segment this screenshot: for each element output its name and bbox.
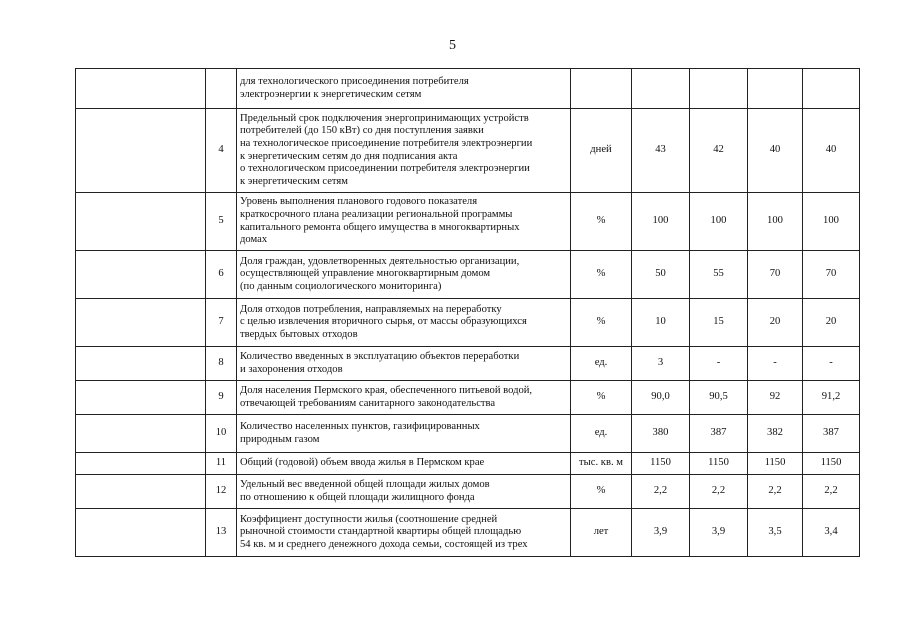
unit-cell: %	[571, 299, 632, 347]
value-cell: 3,5	[748, 509, 803, 557]
indicator-name-line: отвечающей требованиям санитарного законодательства	[240, 397, 496, 409]
table-row	[76, 381, 860, 415]
unit-cell: ед.	[571, 347, 632, 381]
value-cell: 43	[632, 109, 690, 193]
table-row	[76, 299, 860, 347]
row-number-cell: 9	[206, 381, 237, 415]
indicator-name-line: по отношению к общей площади жилищного фонда	[240, 491, 475, 503]
value-cell: 90,0	[632, 381, 690, 415]
value-cell: 3,9	[632, 509, 690, 557]
indicator-name-line: Предельный срок подключения энергопринимающих устройств	[240, 112, 529, 124]
row-number-cell: 12	[206, 475, 237, 509]
row-number-cell: 5	[206, 193, 237, 251]
table-row	[76, 509, 860, 557]
blank-cell	[76, 347, 206, 381]
indicator-name-line: Доля населения Пермского края, обеспеченного питьевой водой,	[240, 384, 533, 396]
value-cell: 2,2	[803, 475, 860, 509]
value-cell: 40	[748, 109, 803, 193]
indicator-name-cell	[237, 475, 571, 509]
table-row	[76, 475, 860, 509]
value-cell: 1150	[748, 453, 803, 475]
page-number: 5	[449, 38, 456, 53]
value-cell	[748, 69, 803, 109]
value-cell: -	[690, 347, 748, 381]
blank-cell	[76, 193, 206, 251]
value-cell: -	[748, 347, 803, 381]
indicator-name-line: рыночной стоимости стандартной квартиры общей площадью	[240, 526, 522, 538]
blank-cell	[76, 415, 206, 453]
row-number-cell: 11	[206, 453, 237, 475]
table-row	[76, 69, 860, 109]
value-cell: 91,2	[803, 381, 860, 415]
unit-cell: лет	[571, 509, 632, 557]
indicators-table	[75, 68, 860, 557]
indicator-name-cell	[237, 509, 571, 557]
row-number-cell: 8	[206, 347, 237, 381]
table-row	[76, 415, 860, 453]
value-cell: 387	[803, 415, 860, 453]
table-row	[76, 109, 860, 193]
table-row	[76, 251, 860, 299]
value-cell	[803, 69, 860, 109]
indicator-name-cell	[237, 347, 571, 381]
value-cell: 92	[748, 381, 803, 415]
value-cell: 100	[690, 193, 748, 251]
value-cell: 100	[803, 193, 860, 251]
value-cell: 70	[803, 251, 860, 299]
table-row	[76, 193, 860, 251]
blank-cell	[76, 475, 206, 509]
blank-cell	[76, 381, 206, 415]
row-number-cell: 13	[206, 509, 237, 557]
indicator-name-line: домах	[240, 234, 268, 246]
indicator-name-line: к энергетическим сетям	[240, 175, 348, 187]
indicator-name-line: Удельный вес введенной общей площади жилых домов	[240, 478, 490, 490]
indicator-name-cell	[237, 251, 571, 299]
table-row	[76, 453, 860, 475]
indicator-name-line: Коэффициент доступности жилья (соотношение средней	[240, 513, 498, 525]
value-cell: 15	[690, 299, 748, 347]
indicator-name-line: Доля граждан, удовлетворенных деятельностью организации,	[240, 255, 520, 267]
value-cell: 90,5	[690, 381, 748, 415]
blank-cell	[76, 299, 206, 347]
indicator-name-line: Общий (годовой) объем ввода жилья в Пермском крае	[240, 457, 485, 469]
indicator-name-cell	[237, 415, 571, 453]
indicator-name-line: 54 кв. м и среднего денежного дохода семьи, состоящей из трех	[240, 538, 528, 550]
value-cell: 50	[632, 251, 690, 299]
indicator-name-line: твердых бытовых отходов	[240, 328, 358, 340]
value-cell: 3,4	[803, 509, 860, 557]
table-body	[76, 69, 860, 557]
value-cell: 2,2	[690, 475, 748, 509]
unit-cell: %	[571, 251, 632, 299]
indicator-name-cell	[237, 453, 571, 475]
indicator-name-line: Доля отходов потребления, направляемых на переработку	[240, 303, 502, 315]
unit-cell: %	[571, 193, 632, 251]
value-cell: 380	[632, 415, 690, 453]
value-cell	[690, 69, 748, 109]
value-cell: 2,2	[632, 475, 690, 509]
value-cell: 20	[748, 299, 803, 347]
indicator-name-line: с целью извлечения вторичного сырья, от массы образующихся	[240, 316, 527, 328]
indicator-name-cell	[237, 109, 571, 193]
unit-cell: ед.	[571, 415, 632, 453]
value-cell: -	[803, 347, 860, 381]
unit-cell: дней	[571, 109, 632, 193]
indicator-name-line: для технологического присоединения потребителя	[240, 75, 469, 87]
indicator-name-cell	[237, 299, 571, 347]
value-cell: 42	[690, 109, 748, 193]
value-cell: 55	[690, 251, 748, 299]
indicator-name-cell	[237, 69, 571, 109]
unit-cell	[571, 69, 632, 109]
indicator-name-line: Количество введенных в эксплуатацию объектов переработки	[240, 350, 520, 362]
value-cell: 40	[803, 109, 860, 193]
indicator-name-line: потребителей (до 150 кВт) со дня поступления заявки	[240, 125, 484, 137]
value-cell: 3,9	[690, 509, 748, 557]
value-cell: 3	[632, 347, 690, 381]
row-number-cell: 6	[206, 251, 237, 299]
indicator-name-cell	[237, 193, 571, 251]
indicator-name-cell	[237, 381, 571, 415]
indicator-name-line: капитального ремонта общего имущества в многоквартирных	[240, 221, 520, 233]
blank-cell	[76, 453, 206, 475]
value-cell: 2,2	[748, 475, 803, 509]
unit-cell: тыс. кв. м	[571, 453, 632, 475]
value-cell: 382	[748, 415, 803, 453]
indicator-name-line: природным газом	[240, 433, 320, 445]
indicator-name-line: Количество населенных пунктов, газифицированных	[240, 420, 480, 432]
indicator-name-line: краткосрочного плана реализации региональной программы	[240, 208, 513, 220]
indicator-name-line: к энергетическим сетям до дня подписания акта	[240, 150, 458, 162]
unit-cell: %	[571, 475, 632, 509]
indicator-name-line: на технологическое присоединение потребителя электроэнергии	[240, 137, 533, 149]
value-cell: 100	[748, 193, 803, 251]
table-row	[76, 347, 860, 381]
row-number-cell	[206, 69, 237, 109]
row-number-cell: 7	[206, 299, 237, 347]
value-cell: 100	[632, 193, 690, 251]
indicator-name-line: осуществляющей управление многоквартирным домом	[240, 268, 491, 280]
indicator-name-line: Уровень выполнения планового годового показателя	[240, 196, 478, 208]
value-cell: 1150	[803, 453, 860, 475]
blank-cell	[76, 109, 206, 193]
indicator-name-line: электроэнергии к энергетическим сетям	[240, 88, 422, 100]
value-cell: 10	[632, 299, 690, 347]
row-number-cell: 10	[206, 415, 237, 453]
blank-cell	[76, 509, 206, 557]
indicator-name-line: о технологическом присоединении потребителя электроэнергии	[240, 163, 530, 175]
row-number-cell: 4	[206, 109, 237, 193]
value-cell: 70	[748, 251, 803, 299]
indicator-name-line: и захоронения отходов	[240, 363, 343, 375]
blank-cell	[76, 69, 206, 109]
value-cell: 20	[803, 299, 860, 347]
unit-cell: %	[571, 381, 632, 415]
value-cell: 387	[690, 415, 748, 453]
value-cell	[632, 69, 690, 109]
value-cell: 1150	[690, 453, 748, 475]
value-cell: 1150	[632, 453, 690, 475]
blank-cell	[76, 251, 206, 299]
indicator-name-line: (по данным социологического мониторинга)	[240, 280, 442, 292]
